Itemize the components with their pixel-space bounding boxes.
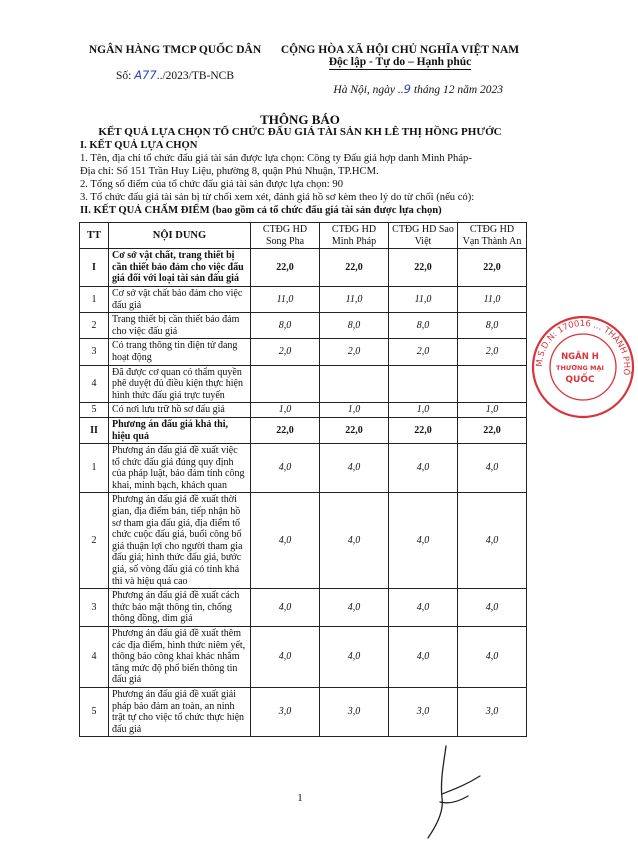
row-content: Phương án đấu giá đề xuất việc tổ chức đấu giá đúng quy định của pháp luật, bảo đảm tính công khai, minh bạch, khách quan <box>109 444 251 493</box>
col-org-3: CTĐG HD Sao Việt <box>389 223 458 249</box>
table-row <box>80 627 527 688</box>
table-row <box>80 365 527 403</box>
score-cell: 4,0 <box>458 589 527 627</box>
table-body <box>80 249 527 737</box>
signature-mark <box>418 742 488 842</box>
ref-prefix: Số: <box>115 70 132 82</box>
score-cell: 11,0 <box>458 286 527 312</box>
score-cell: 4,0 <box>320 589 389 627</box>
score-cell: 22,0 <box>251 249 320 287</box>
score-cell: 11,0 <box>320 286 389 312</box>
score-cell: 4,0 <box>389 627 458 688</box>
row-number: 3 <box>80 339 109 365</box>
score-cell: 22,0 <box>320 249 389 287</box>
table-header-row <box>80 223 527 249</box>
score-cell: 1,0 <box>251 403 320 418</box>
score-cell: 4,0 <box>251 493 320 589</box>
score-cell: 22,0 <box>251 417 320 443</box>
score-cell: 2,0 <box>251 339 320 365</box>
national-header <box>275 44 525 96</box>
score-cell: 3,0 <box>458 687 527 736</box>
score-cell: 22,0 <box>458 417 527 443</box>
score-cell <box>389 365 458 403</box>
row-content: Cơ sở vật chất, trang thiết bị cần thiết bảo đảm cho việc đấu giá đối với loại tài sản đấu giá <box>109 249 251 287</box>
score-cell: 4,0 <box>320 627 389 688</box>
table-row <box>80 444 527 493</box>
col-tt: TT <box>80 223 109 249</box>
stamp-ring-text: M.S.D.N: 170016 ... THÀNH PHỐ <box>534 318 632 376</box>
document-subtitle: KẾT QUẢ LỰA CHỌN TỔ CHỨC ĐẤU GIÁ TÀI SẢN KH LÊ THỊ HỒNG PHƯỚC <box>98 126 502 138</box>
score-cell: 11,0 <box>389 286 458 312</box>
date-prefix: Hà Nội, ngày .. <box>333 84 404 96</box>
row-content: Phương án đấu giá đề xuất thêm các địa điểm, hình thức niêm yết, thông báo công khai khác nhằm tăng mức độ phổ biến thông tin đấu giá <box>109 627 251 688</box>
score-cell: 11,0 <box>251 286 320 312</box>
score-cell: 22,0 <box>458 249 527 287</box>
row-number: 2 <box>80 493 109 589</box>
score-cell: 8,0 <box>251 313 320 339</box>
date-suffix: tháng 12 năm 2023 <box>413 84 503 96</box>
section1-line4: 3. Tổ chức đấu giá tài sản bị từ chối xem xét, đánh giá hồ sơ kèm theo lý do từ chối (nếu có): <box>80 192 475 203</box>
row-content: Có trang thông tin điện tử đang hoạt động <box>109 339 251 365</box>
score-cell: 2,0 <box>389 339 458 365</box>
score-cell: 4,0 <box>320 493 389 589</box>
row-number: 4 <box>80 627 109 688</box>
section1-line2: Địa chỉ: Số 151 Trần Huy Liệu, phường 8, quận Phú Nhuận, TP.HCM. <box>80 166 379 177</box>
table-row <box>80 417 527 443</box>
stamp-line-2: THƯƠNG MẠI <box>556 364 604 372</box>
table-row <box>80 339 527 365</box>
score-cell: 2,0 <box>458 339 527 365</box>
table-row <box>80 403 527 418</box>
row-number: 4 <box>80 365 109 403</box>
document-date <box>275 82 525 96</box>
score-cell: 4,0 <box>251 627 320 688</box>
row-content: Phương án đấu giá đề xuất giải pháp bảo đảm an toàn, an ninh trật tự cho việc tổ chức thực hiện đấu giá <box>109 687 251 736</box>
row-content: Phương án đấu giá đề xuất thời gian, địa điểm bán, tiếp nhận hồ sơ tham gia đấu giá, địa điểm tổ chức cuộc đấu giá, buổi công bố giá thuận lợi cho người tham gia đấu giá; hình thức đấu giá, bước giá, số vòng đấu giá có tính khả thi và hiệu quả cao <box>109 493 251 589</box>
table-row <box>80 687 527 736</box>
ref-handwritten: A77 <box>134 68 157 82</box>
col-org-4: CTĐG HD Vạn Thành An <box>458 223 527 249</box>
nation-title: CỘNG HÒA XÃ HỘI CHỦ NGHĨA VIỆT NAM <box>280 44 520 56</box>
score-cell: 4,0 <box>389 444 458 493</box>
row-number: 5 <box>80 687 109 736</box>
section2-heading: II. KẾT QUẢ CHẤM ĐIỂM (bao gồm cả tổ chức đấu giá tài sản được lựa chọn) <box>80 205 442 216</box>
score-cell: 3,0 <box>251 687 320 736</box>
score-cell: 4,0 <box>389 589 458 627</box>
score-cell: 2,0 <box>320 339 389 365</box>
score-cell <box>251 365 320 403</box>
score-cell: 22,0 <box>320 417 389 443</box>
score-cell <box>458 365 527 403</box>
score-cell: 4,0 <box>251 444 320 493</box>
score-cell: 4,0 <box>389 493 458 589</box>
company-stamp <box>528 312 638 422</box>
col-content: NỘI DUNG <box>109 223 251 249</box>
score-cell: 4,0 <box>458 627 527 688</box>
table-row <box>80 493 527 589</box>
ref-suffix: ../2023/TB-NCB <box>156 70 235 82</box>
table-row <box>80 249 527 287</box>
score-cell: 8,0 <box>458 313 527 339</box>
row-number: II <box>80 417 109 443</box>
table-row <box>80 286 527 312</box>
row-number: 5 <box>80 403 109 418</box>
row-content: Phương án đấu giá đề xuất cách thức bảo mật thông tin, chống thông đồng, dìm giá <box>109 589 251 627</box>
document-title: THÔNG BÁO <box>260 112 340 127</box>
row-content: Có nơi lưu trữ hồ sơ đấu giá <box>109 403 251 418</box>
score-cell: 3,0 <box>389 687 458 736</box>
reference-number <box>70 68 280 82</box>
col-org-2: CTĐG HD Minh Pháp <box>320 223 389 249</box>
row-content: Trang thiết bị cần thiết bảo đảm cho việc đấu giá <box>109 313 251 339</box>
score-cell: 4,0 <box>251 589 320 627</box>
score-cell: 4,0 <box>320 444 389 493</box>
score-cell: 22,0 <box>389 417 458 443</box>
score-cell <box>320 365 389 403</box>
section1-heading: I. KẾT QUẢ LỰA CHỌN <box>80 140 198 151</box>
row-number: I <box>80 249 109 287</box>
score-cell: 4,0 <box>458 493 527 589</box>
stamp-line-1: NGÂN H <box>561 352 599 362</box>
row-content: Cơ sở vật chất bảo đảm cho việc đấu giá <box>109 286 251 312</box>
score-cell: 3,0 <box>320 687 389 736</box>
row-number: 1 <box>80 444 109 493</box>
score-table <box>79 222 527 737</box>
score-cell: 1,0 <box>389 403 458 418</box>
score-cell: 8,0 <box>320 313 389 339</box>
page-number: 1 <box>297 792 303 804</box>
stamp-line-3: QUỐC <box>565 375 595 385</box>
section1-line1: 1. Tên, địa chỉ tổ chức đấu giá tài sản được lựa chọn: Công ty Đấu giá hợp danh Minh Pháp- <box>80 153 472 164</box>
score-cell: 8,0 <box>389 313 458 339</box>
national-motto: Độc lập - Tự do – Hạnh phúc <box>328 56 472 68</box>
row-number: 2 <box>80 313 109 339</box>
table-row <box>80 589 527 627</box>
issuer-name: NGÂN HÀNG TMCP QUỐC DÂN <box>88 44 262 56</box>
row-number: 3 <box>80 589 109 627</box>
row-content: Đã được cơ quan có thẩm quyền phê duyệt đủ điều kiện thực hiện hình thức đấu giá trực tuyến <box>109 365 251 403</box>
section1-line3: 2. Tổng số điểm của tổ chức đấu giá tài sản được lựa chọn: 90 <box>80 179 343 190</box>
score-cell: 4,0 <box>458 444 527 493</box>
row-number: 1 <box>80 286 109 312</box>
date-handwritten: 9 <box>403 82 411 96</box>
issuer-block <box>70 44 280 82</box>
col-org-1: CTĐG HD Song Pha <box>251 223 320 249</box>
score-cell: 22,0 <box>389 249 458 287</box>
score-cell: 1,0 <box>458 403 527 418</box>
score-cell: 1,0 <box>320 403 389 418</box>
row-content: Phương án đấu giá khả thi, hiệu quả <box>109 417 251 443</box>
table-row <box>80 313 527 339</box>
